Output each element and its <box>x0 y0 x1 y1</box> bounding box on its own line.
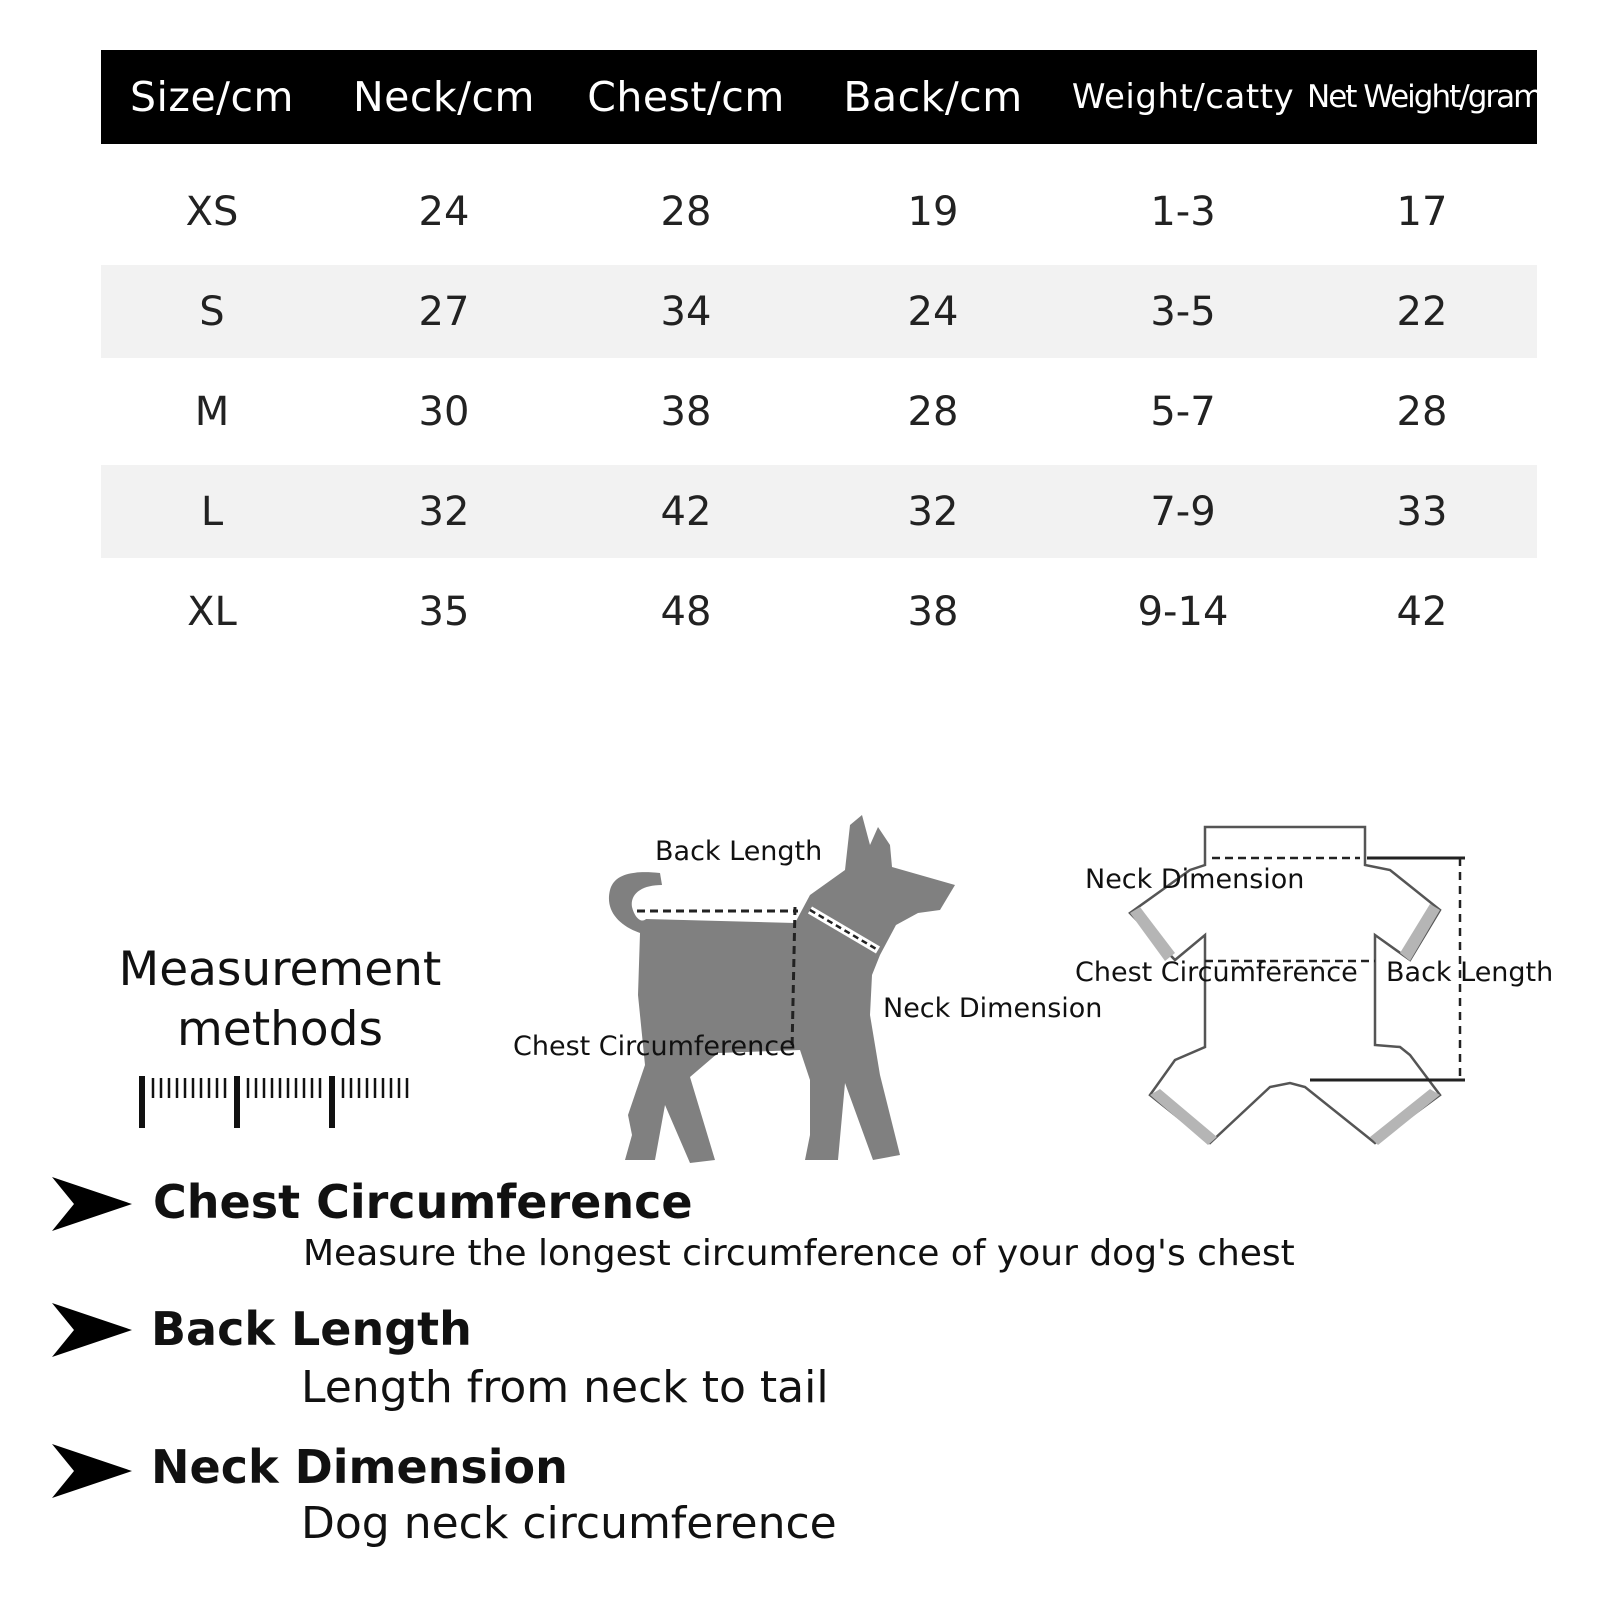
measurement-methods-title <box>100 940 460 1060</box>
cell-back: 24 <box>807 265 1059 358</box>
size-chart-table <box>101 50 1542 665</box>
cell-chest: 38 <box>660 388 712 435</box>
cell-weight: 3-5 <box>1059 265 1307 358</box>
instruction-heading-neck: Neck Dimension <box>151 1440 568 1494</box>
cell-net-weight: 42 <box>1396 588 1448 635</box>
instruction-text-back: Length from neck to tail <box>301 1362 829 1413</box>
cell-neck: 32 <box>323 465 565 558</box>
methods-title-line1: Measurement <box>118 942 442 997</box>
cell-neck: 35 <box>418 588 470 635</box>
cell-neck: 30 <box>418 388 470 435</box>
dog-neck-dimension-label: Neck Dimension <box>883 993 1103 1024</box>
instruction-text-neck: Dog neck circumference <box>301 1498 837 1549</box>
cell-chest: 34 <box>565 265 807 358</box>
cell-back: 38 <box>907 588 959 635</box>
cell-chest: 28 <box>660 188 712 235</box>
table-row <box>101 465 1537 558</box>
cell-back: 32 <box>807 465 1059 558</box>
instruction-heading-back: Back Length <box>151 1302 472 1356</box>
header-chest: Chest/cm <box>565 50 807 144</box>
cell-weight: 1-3 <box>1150 188 1216 235</box>
garment-back-length-label: Back Length <box>1386 957 1554 988</box>
cell-chest: 42 <box>565 465 807 558</box>
cell-net-weight: 17 <box>1396 188 1448 235</box>
table-row <box>101 358 1537 465</box>
cell-chest: 48 <box>660 588 712 635</box>
cell-net-weight: 33 <box>1307 465 1537 558</box>
header-back: Back/cm <box>807 50 1059 144</box>
cell-neck: 24 <box>418 188 470 235</box>
dog-chest-circumference-label: Chest Circumference <box>513 1031 796 1062</box>
ruler-icon <box>130 1068 430 1128</box>
dog-back-length-label: Back Length <box>655 836 823 867</box>
cell-back: 19 <box>907 188 959 235</box>
garment-neck-dimension-label: Neck Dimension <box>1085 864 1305 895</box>
cell-weight: 9-14 <box>1137 588 1229 635</box>
cell-weight: 7-9 <box>1059 465 1307 558</box>
cell-size: L <box>101 465 323 558</box>
arrow-icon <box>52 1444 134 1498</box>
header-weight: Weight/catty <box>1059 50 1307 144</box>
table-row <box>101 265 1537 358</box>
garment-chest-circumference-label: Chest Circumference <box>1075 957 1358 988</box>
header-neck: Neck/cm <box>323 50 565 144</box>
methods-title-line2: methods <box>177 1002 383 1057</box>
cell-size: XS <box>185 188 239 235</box>
cell-neck: 27 <box>323 265 565 358</box>
cell-size: S <box>101 265 323 358</box>
header-size: Size/cm <box>101 50 323 144</box>
cell-size: XL <box>187 588 237 635</box>
arrow-icon <box>52 1303 134 1357</box>
instruction-heading-chest: Chest Circumference <box>153 1175 693 1229</box>
cell-size: M <box>194 388 230 435</box>
cell-weight: 5-7 <box>1150 388 1216 435</box>
cell-back: 28 <box>907 388 959 435</box>
header-net-weight: Net Weight/gram <box>1307 50 1537 144</box>
table-header-row <box>101 50 1537 144</box>
cell-net-weight: 28 <box>1396 388 1448 435</box>
cell-net-weight: 22 <box>1307 265 1537 358</box>
table-row <box>101 158 1537 265</box>
instruction-text-chest: Measure the longest circumference of your dog's chest <box>303 1233 1295 1274</box>
arrow-icon <box>52 1177 134 1231</box>
table-row <box>101 558 1537 665</box>
